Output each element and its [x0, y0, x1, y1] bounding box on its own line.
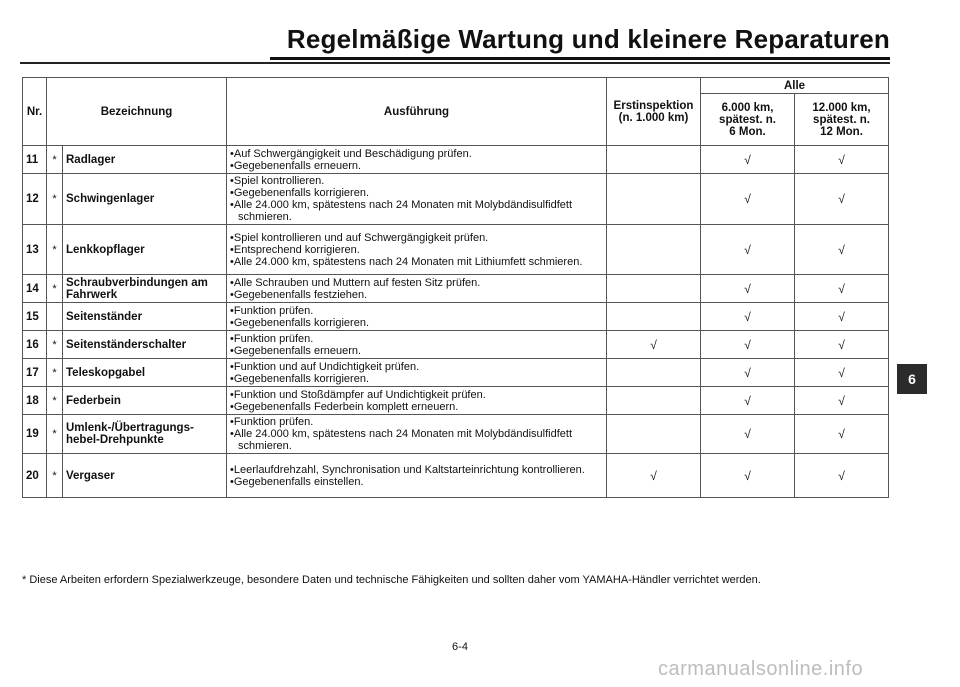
- check-erstinspektion: √: [607, 331, 701, 359]
- row-number: 15: [23, 303, 47, 331]
- check-erstinspektion: [607, 174, 701, 225]
- procedure-list: [230, 464, 603, 488]
- check-6000km: √: [701, 454, 795, 498]
- check-6000km: √: [701, 415, 795, 454]
- procedure-step: • Gegebenenfalls Federbein komplett erneuern.: [230, 401, 603, 413]
- check-6000km: √: [701, 275, 795, 303]
- header-erstinspektion-label: Erstinspektion: [613, 99, 694, 112]
- procedure-step: • Funktion prüfen.: [230, 416, 603, 428]
- row-number: 20: [23, 454, 47, 498]
- check-erstinspektion: [607, 225, 701, 275]
- table-row: [23, 146, 889, 174]
- row-special-marker: *: [47, 415, 63, 454]
- header-row: [23, 78, 889, 94]
- check-6000km: √: [701, 331, 795, 359]
- table-row: [23, 387, 889, 415]
- table-row: [23, 331, 889, 359]
- footnote: * Diese Arbeiten erfordern Spezialwerkzeuge, besondere Daten und technische Fähigkeiten und sollten daher vom YAMAHA-Händler verrichtet werden.: [22, 574, 761, 586]
- page-title: Regelmäßige Wartung und kleinere Reparaturen: [270, 24, 890, 60]
- table-row: [23, 415, 889, 454]
- procedure-list: [230, 148, 603, 172]
- header-rule: [20, 62, 890, 64]
- check-12000km: √: [795, 275, 889, 303]
- row-number: 13: [23, 225, 47, 275]
- header-ausfuehrung: Ausführung: [227, 78, 607, 146]
- check-12000km: √: [795, 415, 889, 454]
- check-12000km: √: [795, 146, 889, 174]
- procedure-step: • Alle 24.000 km, spätestens nach 24 Monaten mit Lithiumfett schmieren.: [230, 256, 603, 268]
- row-procedure: [227, 146, 607, 174]
- procedure-step: • Spiel kontrollieren.: [230, 175, 603, 187]
- row-procedure: [227, 174, 607, 225]
- header-12000-line1: 12.000 km,: [812, 101, 871, 114]
- check-12000km: √: [795, 454, 889, 498]
- check-12000km: √: [795, 331, 889, 359]
- procedure-step: • Funktion und Stoßdämpfer auf Undichtigkeit prüfen.: [230, 389, 603, 401]
- check-12000km: √: [795, 174, 889, 225]
- check-erstinspektion: [607, 387, 701, 415]
- row-component-name: Radlager: [63, 146, 227, 174]
- table-row: [23, 303, 889, 331]
- procedure-list: [230, 389, 603, 413]
- check-erstinspektion: [607, 275, 701, 303]
- row-special-marker: *: [47, 146, 63, 174]
- check-6000km: √: [701, 225, 795, 275]
- row-procedure: [227, 387, 607, 415]
- procedure-list: [230, 416, 603, 452]
- procedure-step: • Funktion und auf Undichtigkeit prüfen.: [230, 361, 603, 373]
- header-6000-line2: spätest. n.: [719, 113, 776, 126]
- table-row: [23, 225, 889, 275]
- header-12000km: [795, 94, 889, 146]
- row-number: 11: [23, 146, 47, 174]
- row-component-name: Schwingenlager: [63, 174, 227, 225]
- row-component-name: Schraubverbindungen am Fahrwerk: [63, 275, 227, 303]
- row-number: 18: [23, 387, 47, 415]
- row-special-marker: *: [47, 359, 63, 387]
- procedure-step: • Entsprechend korrigieren.: [230, 244, 603, 256]
- header-erstinspektion-sub: (n. 1.000 km): [618, 111, 689, 124]
- chapter-tab: 6: [897, 364, 927, 394]
- row-special-marker: *: [47, 275, 63, 303]
- row-special-marker: [47, 303, 63, 331]
- watermark: carmanualsonline.info: [658, 658, 864, 680]
- row-component-name: Lenkkopflager: [63, 225, 227, 275]
- row-procedure: [227, 275, 607, 303]
- procedure-step: • Gegebenenfalls korrigieren.: [230, 187, 603, 199]
- procedure-step: • Alle Schrauben und Muttern auf festen Sitz prüfen.: [230, 277, 603, 289]
- row-component-name: Teleskopgabel: [63, 359, 227, 387]
- check-6000km: √: [701, 387, 795, 415]
- row-procedure: [227, 331, 607, 359]
- procedure-step: • Auf Schwergängigkeit und Beschädigung prüfen.: [230, 148, 603, 160]
- table-row: [23, 454, 889, 498]
- procedure-step: • Alle 24.000 km, spätestens nach 24 Monaten mit Molybdändisulfidfett schmieren.: [230, 428, 603, 452]
- check-6000km: √: [701, 303, 795, 331]
- header-erstinspektion: [607, 78, 701, 146]
- row-special-marker: *: [47, 225, 63, 275]
- procedure-step: • Gegebenenfalls erneuern.: [230, 345, 603, 357]
- check-erstinspektion: [607, 303, 701, 331]
- procedure-step: • Funktion prüfen.: [230, 333, 603, 345]
- procedure-step: • Gegebenenfalls erneuern.: [230, 160, 603, 172]
- header-nr: Nr.: [23, 78, 47, 146]
- page-number: 6-4: [452, 641, 468, 653]
- header-6000km: [701, 94, 795, 146]
- check-12000km: √: [795, 387, 889, 415]
- row-special-marker: *: [47, 387, 63, 415]
- row-procedure: [227, 454, 607, 498]
- row-special-marker: *: [47, 454, 63, 498]
- row-component-name: Seitenständer: [63, 303, 227, 331]
- check-erstinspektion: [607, 146, 701, 174]
- procedure-step: • Gegebenenfalls korrigieren.: [230, 317, 603, 329]
- check-erstinspektion: √: [607, 454, 701, 498]
- procedure-step: • Gegebenenfalls festziehen.: [230, 289, 603, 301]
- check-12000km: √: [795, 359, 889, 387]
- procedure-step: • Spiel kontrollieren und auf Schwergängigkeit prüfen.: [230, 232, 603, 244]
- check-erstinspektion: [607, 415, 701, 454]
- procedure-list: [230, 277, 603, 301]
- procedure-list: [230, 305, 603, 329]
- procedure-list: [230, 333, 603, 357]
- row-procedure: [227, 359, 607, 387]
- row-component-name: Umlenk-/Übertragungs-hebel-Drehpunkte: [63, 415, 227, 454]
- row-component-name: Seitenständerschalter: [63, 331, 227, 359]
- check-12000km: √: [795, 225, 889, 275]
- row-special-marker: *: [47, 331, 63, 359]
- procedure-step: • Gegebenenfalls korrigieren.: [230, 373, 603, 385]
- header-12000-line2: spätest. n.: [813, 113, 870, 126]
- row-number: 12: [23, 174, 47, 225]
- table-body: [23, 146, 889, 498]
- row-component-name: Federbein: [63, 387, 227, 415]
- row-number: 19: [23, 415, 47, 454]
- row-special-marker: *: [47, 174, 63, 225]
- procedure-step: • Alle 24.000 km, spätestens nach 24 Monaten mit Molybdändisulfidfett schmieren.: [230, 199, 603, 223]
- row-procedure: [227, 303, 607, 331]
- row-procedure: [227, 415, 607, 454]
- procedure-step: • Gegebenenfalls einstellen.: [230, 476, 603, 488]
- header-bezeichnung: Bezeichnung: [47, 78, 227, 146]
- check-erstinspektion: [607, 359, 701, 387]
- maintenance-table: [22, 77, 889, 498]
- procedure-list: [230, 175, 603, 223]
- procedure-step: • Funktion prüfen.: [230, 305, 603, 317]
- table-row: [23, 275, 889, 303]
- header-6000-line3: 6 Mon.: [729, 125, 766, 138]
- row-procedure: [227, 225, 607, 275]
- procedure-list: [230, 232, 603, 268]
- procedure-list: [230, 361, 603, 385]
- header-12000-line3: 12 Mon.: [820, 125, 863, 138]
- header-6000-line1: 6.000 km,: [721, 101, 774, 114]
- check-6000km: √: [701, 359, 795, 387]
- table-row: [23, 359, 889, 387]
- header-alle: Alle: [701, 78, 889, 94]
- row-number: 17: [23, 359, 47, 387]
- check-12000km: √: [795, 303, 889, 331]
- check-6000km: √: [701, 174, 795, 225]
- check-6000km: √: [701, 146, 795, 174]
- procedure-step: • Leerlaufdrehzahl, Synchronisation und Kaltstarteinrichtung kontrollieren.: [230, 464, 603, 476]
- table-row: [23, 174, 889, 225]
- row-component-name: Vergaser: [63, 454, 227, 498]
- row-number: 14: [23, 275, 47, 303]
- row-number: 16: [23, 331, 47, 359]
